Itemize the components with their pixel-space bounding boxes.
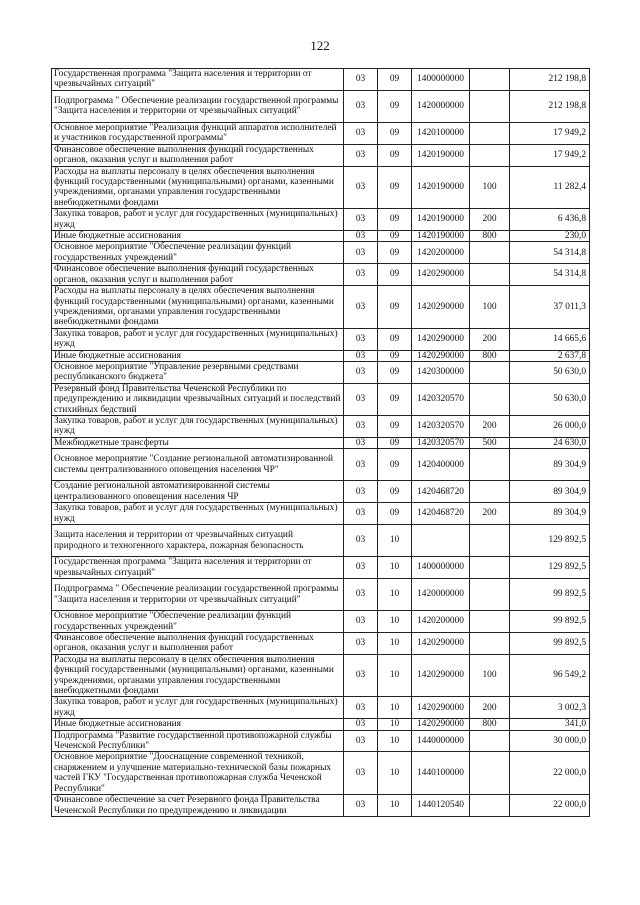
row-amount: 17 949,2 — [510, 144, 590, 166]
row-amount: 99 892,5 — [510, 611, 590, 633]
row-expense-type — [470, 611, 510, 633]
table-row — [52, 415, 590, 437]
row-amount: 89 304,9 — [510, 449, 590, 481]
row-expense-type — [470, 123, 510, 145]
row-section: 03 — [344, 69, 378, 91]
row-subsection: 09 — [378, 286, 412, 329]
row-subsection: 09 — [378, 449, 412, 481]
table-row — [52, 264, 590, 286]
row-section: 03 — [344, 350, 378, 361]
row-target-code: 1420290000 — [412, 719, 470, 730]
row-section: 03 — [344, 795, 378, 817]
row-section: 03 — [344, 383, 378, 415]
row-name: Подпрограмма " Обеспечение реализации государственной программы "Защита населения и территории от чрезвычайных ситуаций" — [52, 579, 344, 611]
row-expense-type — [470, 361, 510, 383]
row-amount: 22 000,0 — [510, 752, 590, 795]
row-section: 03 — [344, 481, 378, 503]
table-row — [52, 286, 590, 329]
row-subsection: 09 — [378, 166, 412, 209]
row-expense-type: 200 — [470, 503, 510, 525]
row-section: 03 — [344, 752, 378, 795]
row-subsection: 10 — [378, 525, 412, 557]
table-row — [52, 481, 590, 503]
row-section: 03 — [344, 611, 378, 633]
row-subsection: 10 — [378, 633, 412, 655]
row-section: 03 — [344, 503, 378, 525]
row-section: 03 — [344, 557, 378, 579]
row-section: 03 — [344, 209, 378, 231]
row-amount: 212 198,8 — [510, 90, 590, 122]
row-subsection: 10 — [378, 557, 412, 579]
row-target-code: 1420320570 — [412, 415, 470, 437]
row-expense-type: 100 — [470, 286, 510, 329]
row-section: 03 — [344, 633, 378, 655]
row-amount: 230,0 — [510, 231, 590, 242]
row-target-code: 1420320570 — [412, 437, 470, 448]
row-expense-type: 200 — [470, 328, 510, 350]
row-name: Государственная программа "Защита населения и территории от чрезвычайных ситуаций" — [52, 557, 344, 579]
row-target-code: 1420290000 — [412, 264, 470, 286]
row-expense-type: 800 — [470, 350, 510, 361]
table-row — [52, 437, 590, 448]
row-amount: 54 314,8 — [510, 264, 590, 286]
table-row — [52, 383, 590, 415]
row-section: 03 — [344, 437, 378, 448]
row-name: Основное мероприятие "Обеспечение реализации функций государственных учреждений" — [52, 242, 344, 264]
row-name: Закупка товаров, работ и услуг для государственных (муниципальных) нужд — [52, 415, 344, 437]
row-subsection: 09 — [378, 437, 412, 448]
row-amount: 26 000,0 — [510, 415, 590, 437]
row-amount: 3 002,3 — [510, 697, 590, 719]
row-subsection: 09 — [378, 383, 412, 415]
row-name: Финансовое обеспечение за счет Резервного фонда Правительства Чеченской Республики по предупреждению и ликвидации — [52, 795, 344, 817]
row-section: 03 — [344, 449, 378, 481]
row-name: Иные бюджетные ассигнования — [52, 350, 344, 361]
row-amount: 50 630,0 — [510, 361, 590, 383]
row-section: 03 — [344, 90, 378, 122]
row-name: Закупка товаров, работ и услуг для государственных (муниципальных) нужд — [52, 503, 344, 525]
row-section: 03 — [344, 719, 378, 730]
row-name: Защита населения и территории от чрезвычайных ситуаций природного и техногенного характера, пожарная безопасность — [52, 525, 344, 557]
row-subsection: 09 — [378, 209, 412, 231]
row-section: 03 — [344, 361, 378, 383]
row-amount: 37 011,3 — [510, 286, 590, 329]
budget-table-body — [52, 69, 590, 817]
row-amount: 24 630,0 — [510, 437, 590, 448]
row-name: Межбюджетные трансферты — [52, 437, 344, 448]
row-name: Основное мероприятие "Управление резервными средствами республиканского бюджета" — [52, 361, 344, 383]
row-section: 03 — [344, 697, 378, 719]
row-expense-type: 200 — [470, 415, 510, 437]
row-name: Иные бюджетные ассигнования — [52, 719, 344, 730]
row-name: Основное мероприятие "Дооснащение современной техникой, снаряжением и улучшение материально-технической базы пожарных частей ГКУ "Государственная противопожарная служба Чеченской Республики" — [52, 752, 344, 795]
row-section: 03 — [344, 144, 378, 166]
row-subsection: 09 — [378, 328, 412, 350]
row-target-code: 1420320570 — [412, 383, 470, 415]
row-name: Подпрограмма "Развитие государственной противопожарной службы Чеченской Республики" — [52, 730, 344, 752]
row-amount: 30 000,0 — [510, 730, 590, 752]
row-amount: 99 892,5 — [510, 633, 590, 655]
table-row — [52, 730, 590, 752]
row-expense-type — [470, 481, 510, 503]
table-row — [52, 242, 590, 264]
row-name: Расходы на выплаты персоналу в целях обеспечения выполнения функций государственными (муниципальными) органами, казенными учреждениями, органами управления государственными внебюджетными фондами — [52, 286, 344, 329]
row-amount: 341,0 — [510, 719, 590, 730]
row-target-code: 1420400000 — [412, 449, 470, 481]
row-section: 03 — [344, 328, 378, 350]
row-target-code: 1420468720 — [412, 481, 470, 503]
row-subsection: 10 — [378, 611, 412, 633]
row-target-code: 1440100000 — [412, 752, 470, 795]
row-section: 03 — [344, 415, 378, 437]
row-amount: 6 436,8 — [510, 209, 590, 231]
row-subsection: 09 — [378, 144, 412, 166]
table-row — [52, 697, 590, 719]
row-subsection: 09 — [378, 350, 412, 361]
table-row — [52, 525, 590, 557]
row-amount: 129 892,5 — [510, 557, 590, 579]
row-subsection: 09 — [378, 503, 412, 525]
table-row — [52, 449, 590, 481]
row-expense-type: 100 — [470, 654, 510, 697]
row-expense-type: 200 — [470, 697, 510, 719]
row-amount: 11 282,4 — [510, 166, 590, 209]
table-row — [52, 328, 590, 350]
row-target-code: 1400000000 — [412, 557, 470, 579]
table-row — [52, 166, 590, 209]
table-row — [52, 654, 590, 697]
row-target-code: 1420468720 — [412, 503, 470, 525]
row-amount: 50 630,0 — [510, 383, 590, 415]
row-expense-type: 800 — [470, 719, 510, 730]
row-section: 03 — [344, 242, 378, 264]
row-section: 03 — [344, 525, 378, 557]
row-subsection: 09 — [378, 69, 412, 91]
row-expense-type — [470, 633, 510, 655]
row-expense-type — [470, 144, 510, 166]
row-subsection: 10 — [378, 752, 412, 795]
row-name: Расходы на выплаты персоналу в целях обеспечения выполнения функций государственными (муниципальными) органами, казенными учреждениями, органами управления государственными внебюджетными фондами — [52, 654, 344, 697]
row-target-code: 1420290000 — [412, 697, 470, 719]
row-amount: 212 198,8 — [510, 69, 590, 91]
row-amount: 22 000,0 — [510, 795, 590, 817]
row-expense-type — [470, 557, 510, 579]
row-target-code: 1420190000 — [412, 209, 470, 231]
row-amount: 17 949,2 — [510, 123, 590, 145]
row-section: 03 — [344, 654, 378, 697]
table-row — [52, 611, 590, 633]
row-target-code: 1420290000 — [412, 350, 470, 361]
table-row — [52, 144, 590, 166]
row-target-code: 1420290000 — [412, 286, 470, 329]
row-subsection: 10 — [378, 795, 412, 817]
row-subsection: 09 — [378, 242, 412, 264]
row-name: Государственная программа "Защита населения и территории от чрезвычайных ситуаций" — [52, 69, 344, 91]
row-name: Финансовое обеспечение выполнения функций государственных органов, оказания услуг и выполнения работ — [52, 633, 344, 655]
row-name: Финансовое обеспечение выполнения функций государственных органов, оказания услуг и выполнения работ — [52, 264, 344, 286]
row-target-code: 1420190000 — [412, 166, 470, 209]
row-expense-type — [470, 525, 510, 557]
row-subsection: 10 — [378, 579, 412, 611]
table-row — [52, 69, 590, 91]
table-row — [52, 579, 590, 611]
table-row — [52, 719, 590, 730]
row-subsection: 09 — [378, 264, 412, 286]
row-expense-type — [470, 795, 510, 817]
row-target-code: 1420190000 — [412, 231, 470, 242]
row-target-code: 1420100000 — [412, 123, 470, 145]
row-expense-type — [470, 264, 510, 286]
table-row — [52, 503, 590, 525]
table-row — [52, 123, 590, 145]
page-number: 122 — [310, 38, 330, 53]
budget-table — [51, 68, 590, 817]
row-expense-type: 800 — [470, 231, 510, 242]
table-row — [52, 231, 590, 242]
row-subsection: 09 — [378, 123, 412, 145]
table-row — [52, 350, 590, 361]
row-expense-type — [470, 752, 510, 795]
table-row — [52, 90, 590, 122]
row-name: Основное мероприятие "Обеспечение реализации функций государственных учреждений" — [52, 611, 344, 633]
row-target-code: 1420000000 — [412, 90, 470, 122]
row-section: 03 — [344, 264, 378, 286]
row-target-code: 1440000000 — [412, 730, 470, 752]
row-name: Основное мероприятие "Создание региональной автоматизированной системы централизованного оповещения населения ЧР" — [52, 449, 344, 481]
row-expense-type: 200 — [470, 209, 510, 231]
row-amount: 14 665,6 — [510, 328, 590, 350]
row-section: 03 — [344, 730, 378, 752]
row-name: Закупка товаров, работ и услуг для государственных (муниципальных) нужд — [52, 209, 344, 231]
row-amount: 96 549,2 — [510, 654, 590, 697]
table-row — [52, 633, 590, 655]
row-amount: 2 637,8 — [510, 350, 590, 361]
row-target-code: 1420300000 — [412, 361, 470, 383]
row-subsection: 09 — [378, 481, 412, 503]
row-section: 03 — [344, 166, 378, 209]
row-subsection: 10 — [378, 654, 412, 697]
row-amount: 129 892,5 — [510, 525, 590, 557]
table-row — [52, 209, 590, 231]
row-expense-type — [470, 730, 510, 752]
row-target-code — [412, 525, 470, 557]
row-subsection: 10 — [378, 697, 412, 719]
row-expense-type — [470, 579, 510, 611]
row-expense-type — [470, 69, 510, 91]
row-name: Резервный фонд Правительства Чеченской Республики по предупреждению и ликвидации чрезвычайных ситуаций и последствий стихийных бедствий — [52, 383, 344, 415]
row-target-code: 1400000000 — [412, 69, 470, 91]
row-section: 03 — [344, 231, 378, 242]
row-name: Подпрограмма " Обеспечение реализации государственной программы "Защита населения и территории от чрезвычайных ситуаций" — [52, 90, 344, 122]
row-section: 03 — [344, 579, 378, 611]
table-row — [52, 795, 590, 817]
row-section: 03 — [344, 286, 378, 329]
row-expense-type: 100 — [470, 166, 510, 209]
row-target-code: 1420000000 — [412, 579, 470, 611]
row-amount: 99 892,5 — [510, 579, 590, 611]
row-target-code: 1420290000 — [412, 328, 470, 350]
row-amount: 89 304,9 — [510, 503, 590, 525]
row-expense-type — [470, 449, 510, 481]
row-target-code: 1420200000 — [412, 242, 470, 264]
row-name: Закупка товаров, работ и услуг для государственных (муниципальных) нужд — [52, 697, 344, 719]
row-name: Иные бюджетные ассигнования — [52, 231, 344, 242]
row-name: Финансовое обеспечение выполнения функций государственных органов, оказания услуг и выполнения работ — [52, 144, 344, 166]
row-amount: 89 304,9 — [510, 481, 590, 503]
row-target-code: 1420200000 — [412, 611, 470, 633]
row-subsection: 10 — [378, 719, 412, 730]
row-subsection: 09 — [378, 90, 412, 122]
row-expense-type: 500 — [470, 437, 510, 448]
row-expense-type — [470, 90, 510, 122]
row-target-code: 1420190000 — [412, 144, 470, 166]
row-amount: 54 314,8 — [510, 242, 590, 264]
row-target-code: 1420290000 — [412, 633, 470, 655]
row-name: Создание региональной автоматизированной системы централизованного оповещения населения ЧР — [52, 481, 344, 503]
table-row — [52, 557, 590, 579]
row-subsection: 09 — [378, 231, 412, 242]
row-target-code: 1440120540 — [412, 795, 470, 817]
row-section: 03 — [344, 123, 378, 145]
row-name: Основное мероприятие "Реализация функций аппаратов исполнителей и участников государственной программы" — [52, 123, 344, 145]
row-subsection: 09 — [378, 415, 412, 437]
table-row — [52, 752, 590, 795]
row-expense-type — [470, 242, 510, 264]
row-name: Расходы на выплаты персоналу в целях обеспечения выполнения функций государственными (муниципальными) органами, казенными учреждениями, органами управления государственными внебюджетными фондами — [52, 166, 344, 209]
table-row — [52, 361, 590, 383]
row-target-code: 1420290000 — [412, 654, 470, 697]
row-expense-type — [470, 383, 510, 415]
row-subsection: 09 — [378, 361, 412, 383]
row-name: Закупка товаров, работ и услуг для государственных (муниципальных) нужд — [52, 328, 344, 350]
row-subsection: 10 — [378, 730, 412, 752]
